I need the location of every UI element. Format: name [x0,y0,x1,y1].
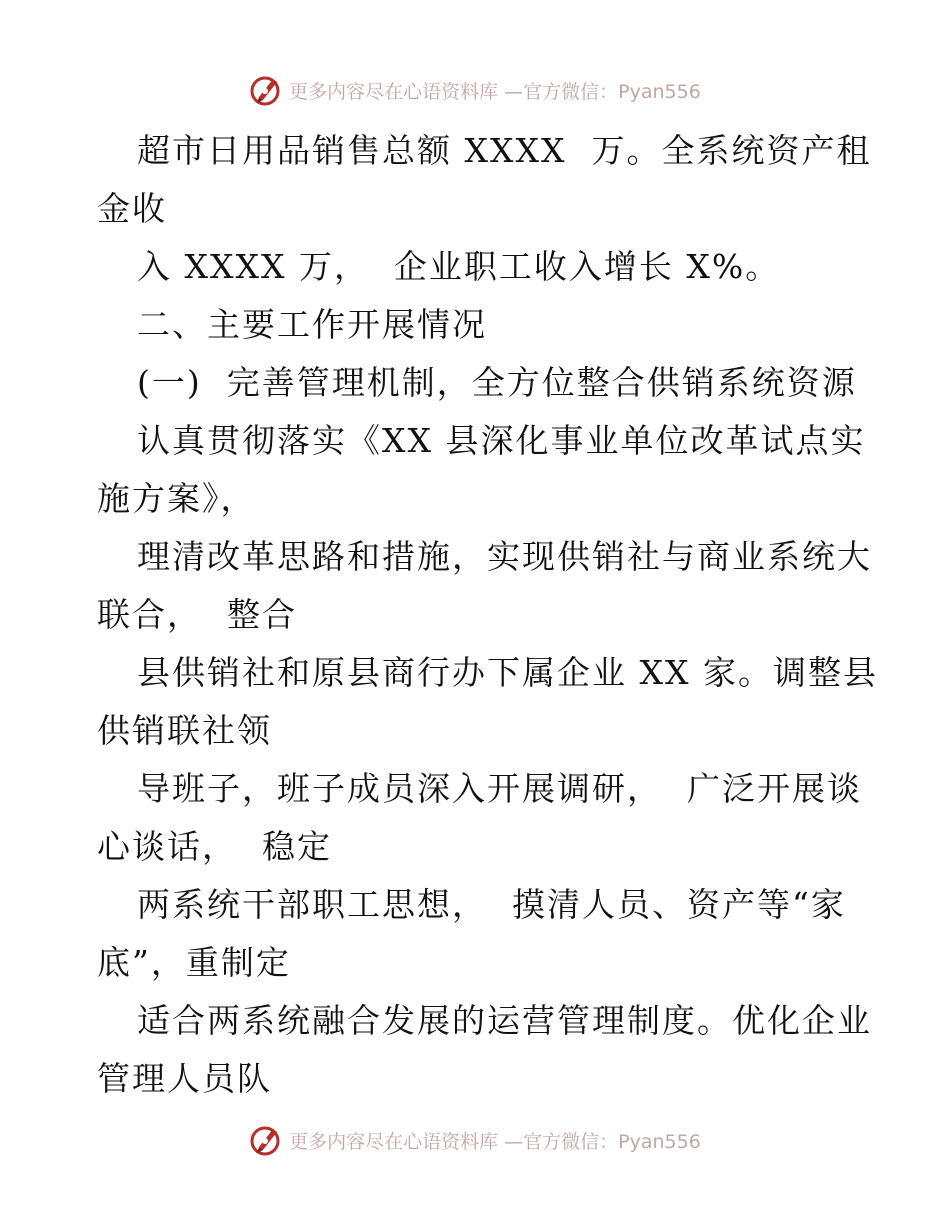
text-line: 两系统干部职工思想， 摸清人员、资产等“家 [137,885,846,924]
pen-logo-icon [249,73,283,107]
pen-logo-icon [249,1123,283,1157]
text-line: 入 XXXX 万， 企业职工收入增长 X%。 [137,247,781,286]
text-line: 适合两系统融合发展的运营管理制度。优化企业 [137,1001,872,1040]
text-line: 底”，重制定 [97,943,291,982]
text-line: 联合， 整合 [97,595,297,634]
text-line: 供销联社领 [97,711,272,750]
watermark-text: 更多内容尽在心语资料库 [289,80,499,103]
document-body [97,122,878,1108]
text-line: 二、主要工作开展情况 [137,305,487,344]
text-line: 认真贯彻落实《XX 县深化事业单位改革试点实 [137,421,866,460]
watermark-banner-top [0,70,950,110]
text-line: 心谈话， 稳定 [97,827,332,866]
text-line: 理清改革思路和措施，实现供销社与商业系统大 [137,537,872,576]
watermark-text: 更多内容尽在心语资料库 [289,1130,499,1153]
text-line: 超市日用品销售总额 XXXX 万。全系统资产租 [137,131,872,170]
text-line: 县供销社和原县商行办下属企业 XX 家。调整县 [137,653,878,692]
watermark-banner-bottom [0,1120,950,1160]
watermark-wechat: —官方微信：Pyan556 [504,80,701,103]
text-line: (一) 完善管理机制，全方位整合供销系统资源 [137,363,857,402]
text-line: 金收 [97,189,167,228]
text-line: 导班子，班子成员深入开展调研， 广泛开展谈 [137,769,862,808]
text-line: 施方案》， [97,479,256,518]
text-line: 管理人员队 [97,1059,272,1098]
watermark-wechat: —官方微信：Pyan556 [504,1130,701,1153]
